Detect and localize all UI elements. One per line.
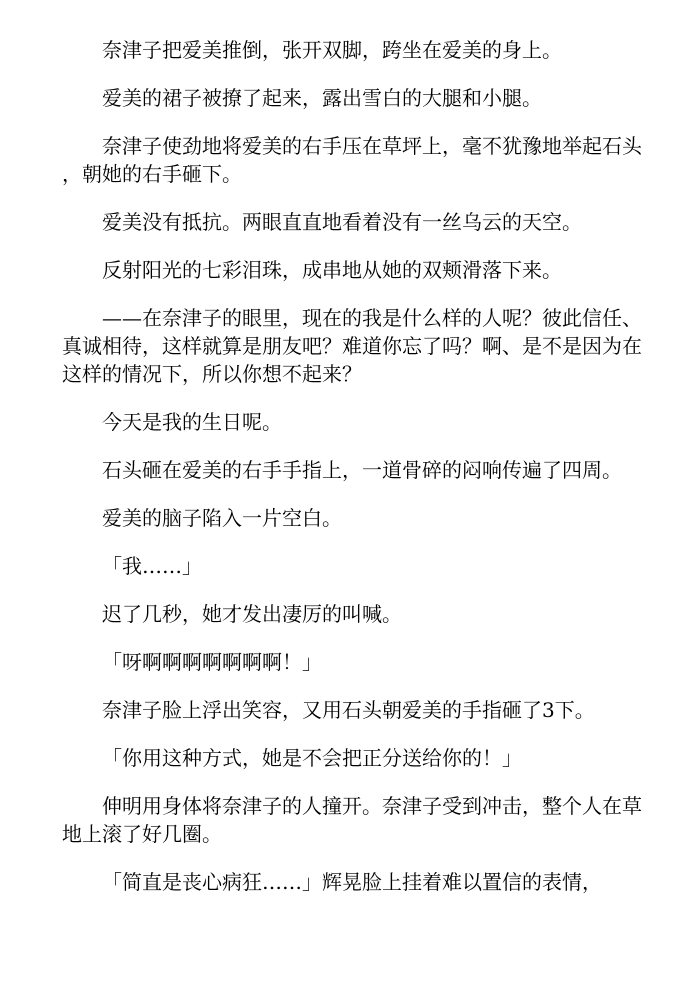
paragraph: 爱美没有抵抗。两眼直直地看着没有一丝乌云的天空。 — [102, 210, 582, 234]
paragraph: 石头砸在爱美的右手手指上，一道骨碎的闷响传遍了四周。 — [102, 458, 622, 482]
paragraph: 爱美的裙子被撩了起来，露出雪白的大腿和小腿。 — [102, 86, 542, 110]
paragraph: 「你用这种方式，她是不会把正分送给你的！」 — [102, 746, 522, 770]
paragraph: 今天是我的生日呢。 — [102, 410, 282, 434]
paragraph: ——在奈津子的眼里，现在的我是什么样的人呢？彼此信任、真诚相待，这样就算是朋友吧？难道你忘了吗？啊、是不是因为在这样的情况下，所以你想不起来？ — [62, 306, 642, 386]
paragraph: 伸明用身体将奈津子的人撞开。奈津子受到冲击，整个人在草地上滚了好几圈。 — [62, 794, 642, 846]
paragraph: 「呀啊啊啊啊啊啊啊！」 — [102, 650, 322, 674]
paragraph: 奈津子把爱美推倒，张开双脚，跨坐在爱美的身上。 — [102, 38, 562, 62]
paragraph: 奈津子脸上浮出笑容，又用石头朝爱美的手指砸了3下。 — [102, 698, 595, 722]
paragraph: 反射阳光的七彩泪珠，成串地从她的双颊滑落下来。 — [102, 258, 562, 282]
paragraph: 「我……」 — [102, 554, 202, 578]
paragraph: 迟了几秒，她才发出凄厉的叫喊。 — [102, 602, 402, 626]
document-page — [62, 36, 642, 916]
paragraph: 奈津子使劲地将爱美的右手压在草坪上，毫不犹豫地举起石头，朝她的右手砸下。 — [62, 134, 642, 186]
paragraph: 「简直是丧心病狂……」辉晃脸上挂着难以置信的表情， — [102, 870, 602, 894]
paragraph: 爱美的脑子陷入一片空白。 — [102, 506, 342, 530]
